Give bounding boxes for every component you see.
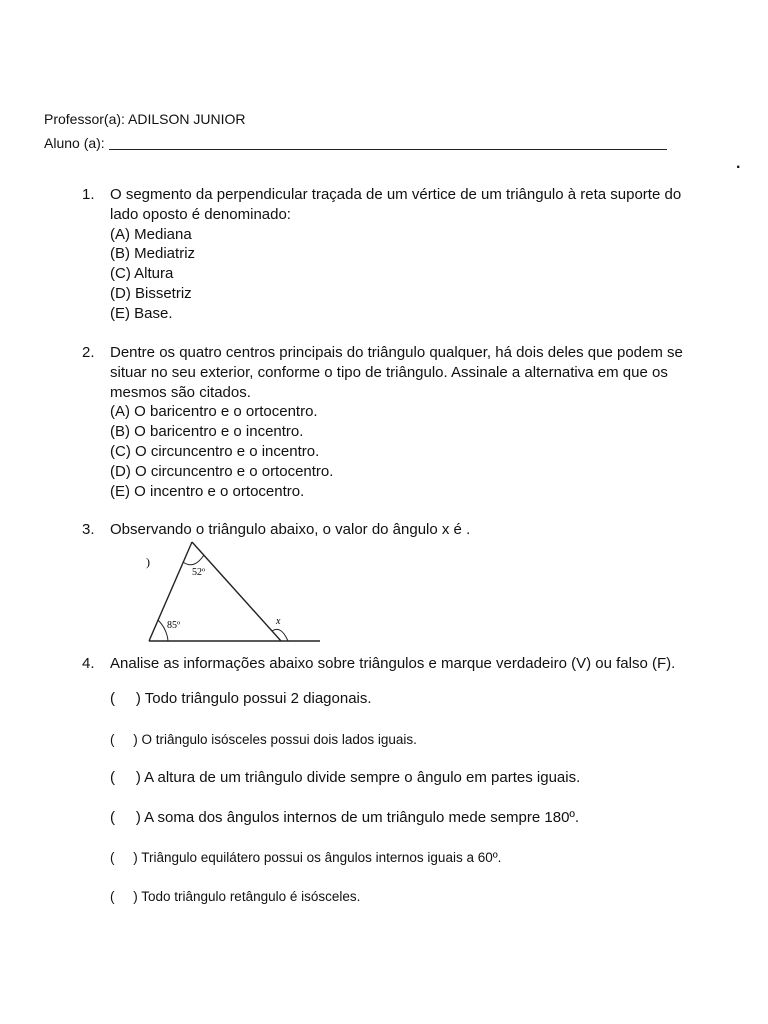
tf-statement: ( ) A soma dos ângulos internos de um triângulo mede sempre 180º. xyxy=(110,809,580,826)
option-letter: (A) xyxy=(110,403,130,421)
option-text: O circuncentro e o ortocentro. xyxy=(135,462,334,480)
question-2-text xyxy=(110,343,683,501)
option-a xyxy=(110,402,683,422)
option-letter: (E) xyxy=(110,304,130,322)
top-angle-label: 52º xyxy=(192,567,206,578)
option-c xyxy=(110,442,683,462)
option-letter: (C) xyxy=(110,442,131,460)
option-e xyxy=(110,304,681,324)
corner-mark: ) xyxy=(146,555,150,569)
option-b xyxy=(110,244,681,264)
question-3-text: Observando o triângulo abaixo, o valor do ângulo x é . xyxy=(110,521,471,538)
option-e xyxy=(110,482,683,502)
option-text: Base. xyxy=(134,304,173,322)
tf-statement: ( ) Todo triângulo retângulo é isósceles. xyxy=(110,889,361,904)
student-name-line[interactable] xyxy=(109,149,667,150)
option-d xyxy=(110,284,681,304)
tf-statement: ( ) Todo triângulo possui 2 diagonais. xyxy=(110,690,372,707)
stray-mark: . xyxy=(736,155,741,172)
option-letter: (A) xyxy=(110,225,130,243)
option-letter: (B) xyxy=(110,423,130,441)
question-1-text xyxy=(110,185,681,324)
option-a xyxy=(110,225,681,245)
exterior-angle-label: x xyxy=(276,616,281,627)
option-letter: (C) xyxy=(110,265,131,283)
option-d xyxy=(110,462,683,482)
option-text: O baricentro e o ortocentro. xyxy=(134,403,318,421)
option-text: Bissetriz xyxy=(135,284,192,302)
tf-statement: ( ) A altura de um triângulo divide sempre o ângulo em partes iguais. xyxy=(110,769,581,786)
tf-statement: ( ) O triângulo isósceles possui dois lados iguais. xyxy=(110,732,417,747)
right-side xyxy=(192,542,281,641)
question-1-line: O segmento da perpendicular traçada de um vértice de um triângulo à reta suporte do xyxy=(110,186,682,203)
left-angle-label: 85º xyxy=(167,620,181,631)
tf-statement: ( ) Triângulo equilátero possui os ângulos internos iguais a 60º. xyxy=(110,850,502,865)
option-c xyxy=(110,264,681,284)
option-text: O incentro e o ortocentro. xyxy=(134,482,305,500)
question-4-text: Analise as informações abaixo sobre triângulos e marque verdadeiro (V) ou falso (F). xyxy=(110,655,676,672)
question-4-number: 4. xyxy=(82,655,95,672)
option-text: Altura xyxy=(134,265,174,283)
question-1-number: 1. xyxy=(82,186,95,203)
question-2-line: Dentre os quatro centros principais do triângulo qualquer, há dois deles que podem se xyxy=(110,344,683,361)
question-2-line: mesmos são citados. xyxy=(110,383,251,401)
option-letter: (E) xyxy=(110,482,130,500)
question-2-number: 2. xyxy=(82,344,95,361)
question-3-number: 3. xyxy=(82,521,95,538)
question-1-line: lado oposto é denominado: xyxy=(110,205,291,223)
option-text: Mediana xyxy=(134,225,192,243)
option-text: Mediatriz xyxy=(134,245,196,263)
option-letter: (B) xyxy=(110,245,130,263)
option-text: O circuncentro e o incentro. xyxy=(135,442,320,460)
option-b xyxy=(110,422,683,442)
student-label: Aluno (a): xyxy=(44,135,105,151)
option-letter: (D) xyxy=(110,284,131,302)
option-text: O baricentro e o incentro. xyxy=(134,423,304,441)
option-letter: (D) xyxy=(110,462,131,480)
question-2-line: situar no seu exterior, conforme o tipo de triângulo. Assinale a alternativa em que os xyxy=(110,363,668,381)
triangle-figure xyxy=(140,540,330,646)
teacher-line: Professor(a): ADILSON JUNIOR xyxy=(44,111,246,127)
